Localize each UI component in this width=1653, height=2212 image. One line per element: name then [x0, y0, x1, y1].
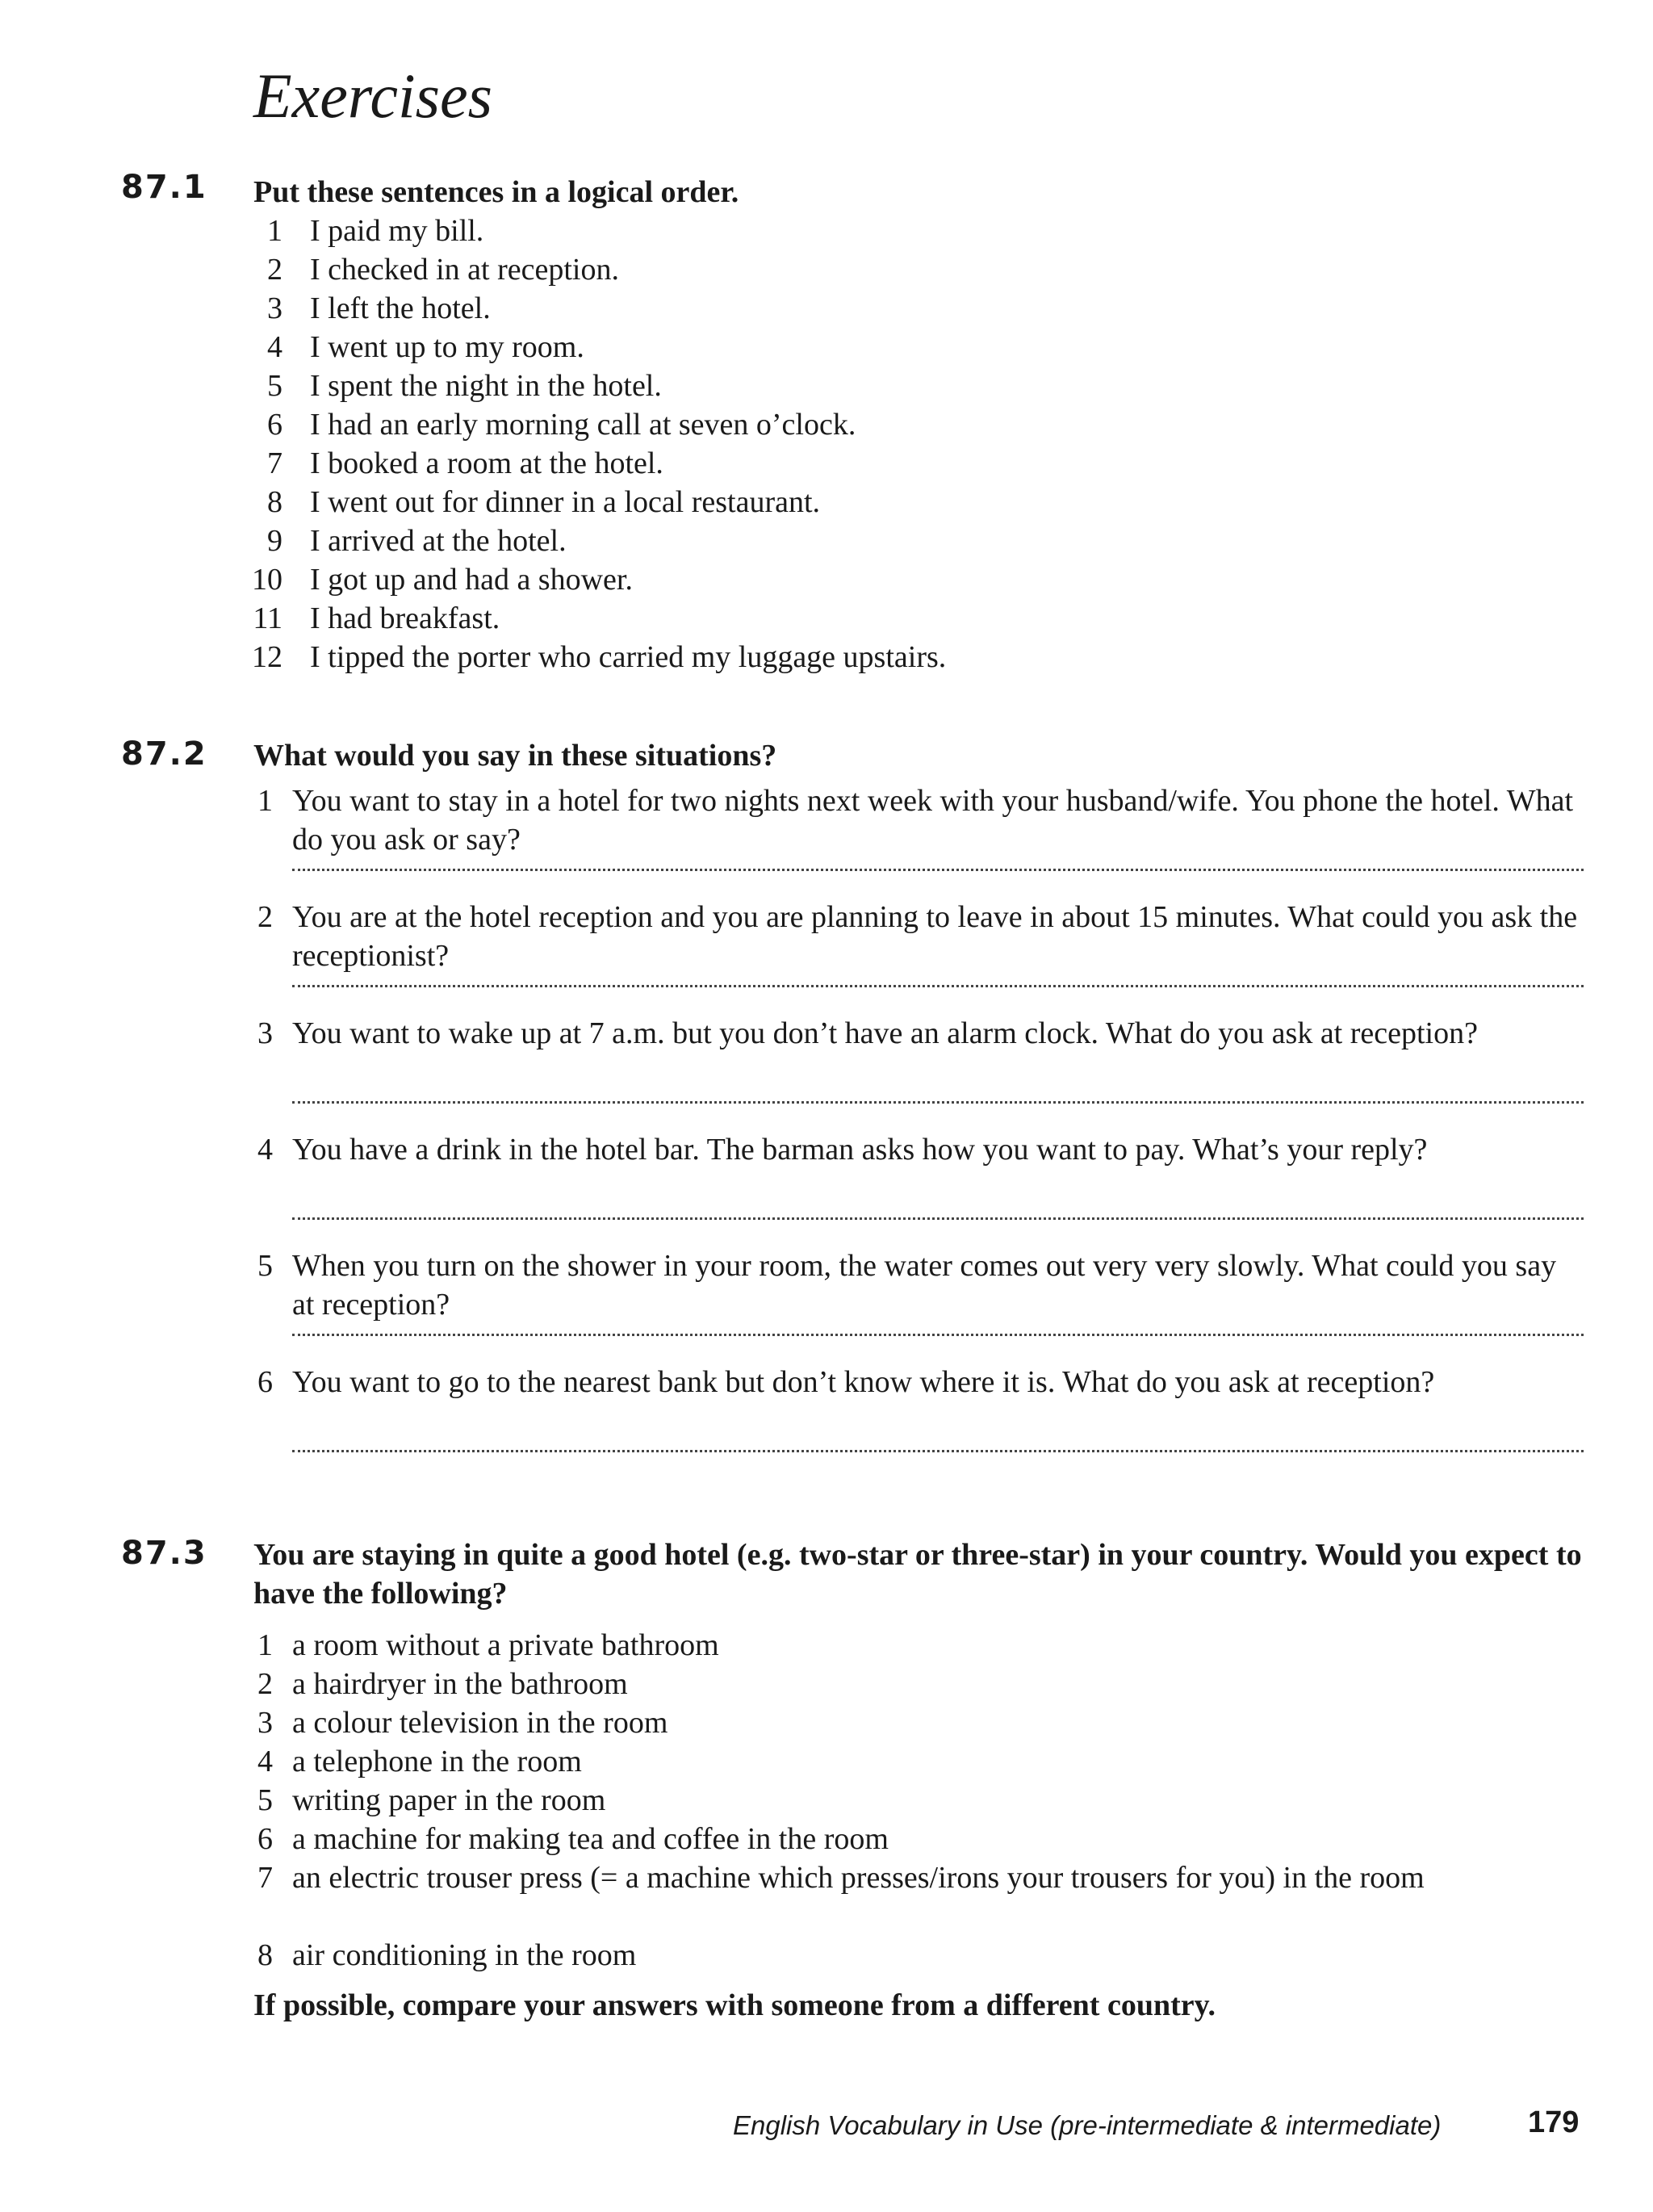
exercise-instruction: Put these sentences in a logical order. [253, 175, 739, 209]
item-text: I arrived at the hotel. [310, 524, 567, 558]
page-title: Exercises [253, 61, 492, 131]
answer-line[interactable] [292, 985, 1584, 987]
item-number: 9 [267, 524, 282, 558]
exercise-number: 87.3 [121, 1535, 207, 1572]
exercise-instruction: You are staying in quite a good hotel (e.g. two-star or three-star) in your country. Would you expect to have the following? [253, 1538, 1582, 1611]
answer-line[interactable] [292, 1217, 1584, 1220]
answer-line[interactable] [292, 869, 1584, 871]
item-number: 4 [257, 1133, 273, 1167]
item-number: 2 [257, 1667, 273, 1701]
item-number: 5 [267, 369, 282, 403]
item-number: 3 [257, 1706, 273, 1740]
item-number: 11 [253, 601, 282, 635]
answer-line[interactable] [292, 1101, 1584, 1104]
item-number: 7 [267, 446, 282, 480]
item-number: 12 [252, 640, 282, 674]
item-text: a machine for making tea and coffee in the room [292, 1822, 889, 1856]
exercise-number: 87.1 [121, 169, 207, 206]
item-number: 2 [267, 253, 282, 287]
item-text: You want to go to the nearest bank but don’t know where it is. What do you ask at reception? [292, 1365, 1435, 1399]
item-number: 7 [257, 1861, 273, 1895]
item-text: an electric trouser press (= a machine which presses/irons your trousers for you) in the room [292, 1861, 1425, 1895]
item-text: You want to wake up at 7 a.m. but you don’t have an alarm clock. What do you ask at reception? [292, 1016, 1478, 1050]
item-number: 8 [257, 1938, 273, 1972]
item-text: I went up to my room. [310, 330, 584, 364]
item-text: I got up and had a shower. [310, 563, 633, 597]
item-text: a colour television in the room [292, 1706, 668, 1740]
answer-line[interactable] [292, 1450, 1584, 1452]
item-number: 1 [267, 214, 282, 248]
item-number: 2 [257, 900, 273, 934]
item-number: 4 [257, 1745, 273, 1778]
item-text: You want to stay in a hotel for two nights next week with your husband/wife. You phone the hotel. What do you ask or say? [292, 784, 1574, 857]
item-number: 8 [267, 485, 282, 519]
closing-instruction: If possible, compare your answers with someone from a different country. [253, 1988, 1216, 2022]
item-text: I left the hotel. [310, 291, 491, 325]
page-number: 179 [1528, 2105, 1580, 2139]
exercise-instruction: What would you say in these situations? [253, 739, 777, 773]
item-text: a hairdryer in the bathroom [292, 1667, 628, 1701]
item-number: 6 [267, 408, 282, 442]
item-text: I had an early morning call at seven o’clock. [310, 408, 856, 442]
item-number: 10 [252, 563, 282, 597]
item-text: I went out for dinner in a local restaurant. [310, 485, 821, 519]
item-text: a telephone in the room [292, 1745, 582, 1778]
item-number: 6 [257, 1365, 273, 1399]
answer-line[interactable] [292, 1334, 1584, 1336]
exercise-number: 87.2 [121, 735, 207, 773]
item-number: 1 [257, 784, 273, 818]
item-text: I paid my bill. [310, 214, 484, 248]
item-text: I had breakfast. [310, 601, 500, 635]
item-text: air conditioning in the room [292, 1938, 637, 1972]
item-number: 3 [267, 291, 282, 325]
item-text: I spent the night in the hotel. [310, 369, 662, 403]
item-number: 1 [257, 1628, 273, 1662]
item-text: I checked in at reception. [310, 253, 619, 287]
item-text: writing paper in the room [292, 1783, 606, 1817]
item-number: 3 [257, 1016, 273, 1050]
footer-book-title: English Vocabulary in Use (pre-intermediate & intermediate) [733, 2110, 1442, 2140]
item-number: 6 [257, 1822, 273, 1856]
item-text: When you turn on the shower in your room, the water comes out very very slowly. What could you say at reception? [292, 1249, 1557, 1322]
item-number: 4 [267, 330, 282, 364]
item-text: I booked a room at the hotel. [310, 446, 663, 480]
item-number: 5 [257, 1249, 273, 1283]
item-text: You have a drink in the hotel bar. The barman asks how you want to pay. What’s your reply? [292, 1133, 1428, 1167]
item-text: a room without a private bathroom [292, 1628, 719, 1662]
item-number: 5 [257, 1783, 273, 1817]
item-text: I tipped the porter who carried my luggage upstairs. [310, 640, 947, 674]
item-text: You are at the hotel reception and you are planning to leave in about 15 minutes. What could you ask the receptionist? [292, 900, 1578, 973]
